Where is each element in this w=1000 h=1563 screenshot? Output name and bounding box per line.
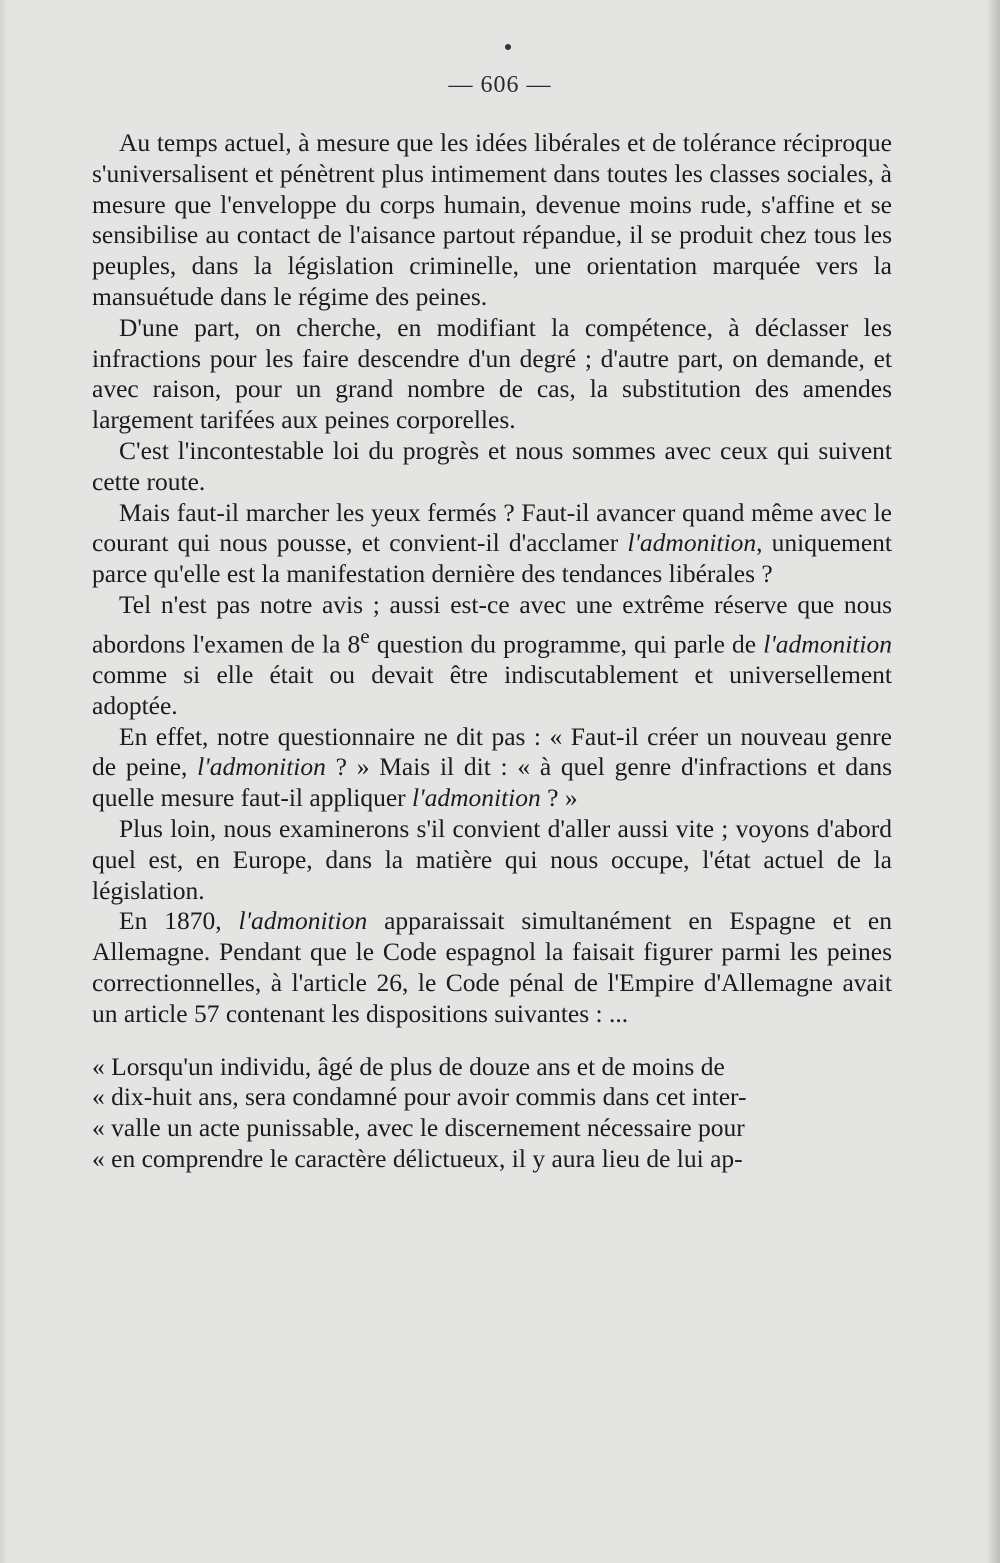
paragraph-8-before: En 1870,: [119, 906, 239, 936]
paragraph-8-italic: l'admonition: [238, 906, 368, 936]
paragraph-4: [92, 498, 892, 590]
paragraph-7: Plus loin, nous examinerons s'il convient d'aller aussi vite ; voyons d'abord quel est, en Europe, dans la matière qui nous occupe, l'état actuel de la législation.: [92, 814, 892, 905]
quote-line-3: « valle un acte punissable, avec le discernement nécessaire pour: [92, 1113, 745, 1143]
ink-dot: [505, 44, 511, 50]
page-left-shadow: [0, 0, 8, 1563]
paragraph-4-italic: l'admonition: [627, 528, 757, 558]
paragraph-3: C'est l'incontestable loi du progrès et nous sommes avec ceux qui suivent cette route.: [92, 435, 892, 496]
paragraph-1: Au temps actuel, à mesure que les idées libérales et de tolérance réciproque s'universalisent et pénètrent plus intimement dans toutes les classes sociales, à mesure que l'enveloppe du corps humain, devenue moins rude, s'affine et se sensibilise au contact de l'aisance partout répandue, il se produit chez tous les peuples, dans la législation criminelle, une orientation marquée vers la mansuétude dans le régime des peines.: [92, 128, 892, 311]
paragraph-6-after: ? »: [540, 783, 578, 813]
paragraph-4-before: Mais faut-il marcher les yeux fermés ? Faut-il avancer quand même avec le courant qui nous pousse, et convient-il d'acclamer: [92, 497, 892, 558]
paragraph-8: [92, 906, 892, 1029]
quote-line-4: « en comprendre le caractère délictueux, il y aura lieu de lui ap-: [92, 1144, 743, 1173]
paragraph-8-after: apparaissait simultanément en Espagne et en Allemagne. Pendant que le Code espagnol la faisait figurer parmi les peines correctionnelles, à l'article 26, le Code pénal de l'Empire d'Allemagne avait un article 57 contenant les dispositions suivantes : ...: [92, 906, 893, 1028]
paragraph-5-after: comme si elle était ou devait être indiscutablement et universellement adoptée.: [92, 660, 892, 720]
paragraph-5-before: Tel n'est pas notre avis ; aussi est-ce avec une extrême réserve que nous abordons l'examen de la 8: [92, 589, 892, 659]
paragraph-5-italic: l'admonition: [763, 629, 892, 659]
paragraph-2: D'une part, on cherche, en modifiant la compétence, à déclasser les infractions pour les faire descendre d'un degré ; d'autre part, on demande, et avec raison, pour un grand nombre de cas, la substitution des amendes largement tarifées aux peines corporelles.: [92, 312, 892, 435]
paragraph-5: [92, 590, 892, 722]
paragraph-5-middle: question du programme, qui parle de: [369, 629, 764, 659]
paragraph-6-before: En effet, notre questionnaire ne dit pas : « Faut-il créer un nouveau genre de peine,: [92, 721, 892, 782]
body-text: [92, 128, 892, 1175]
page-number: — 606 —: [448, 72, 552, 98]
paragraph-6-italic-1: l'admonition: [197, 752, 326, 782]
quoted-article: [92, 1052, 892, 1175]
page-edge-shadow: [986, 0, 1000, 1563]
paragraph-6-italic-2: l'admonition: [412, 783, 541, 813]
paragraph-5-superscript: e: [360, 623, 370, 648]
paragraph-6: [92, 722, 892, 814]
quote-line-1: « Lorsqu'un individu, âgé de plus de douze ans et de moins de: [92, 1051, 725, 1081]
quote-line-2: « dix-huit ans, sera condamné pour avoir commis dans cet inter-: [92, 1082, 747, 1112]
paragraph-6-middle: ? » Mais il dit : « à quel genre d'infractions et dans quelle mesure faut-il appliquer: [92, 752, 892, 813]
paragraph-4-after: , uniquement parce qu'elle est la manifestation dernière des tendances libérales ?: [92, 528, 893, 589]
